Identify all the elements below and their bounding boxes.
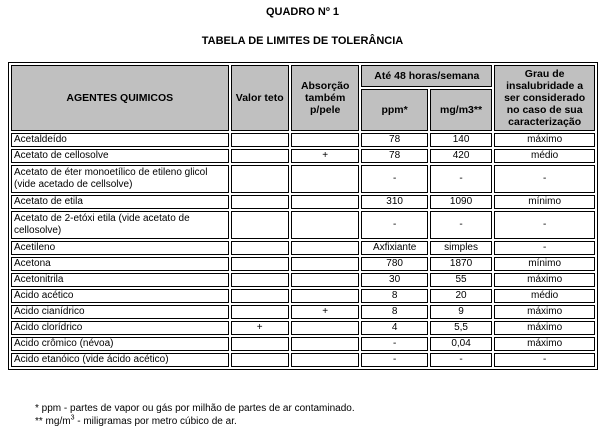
cell-teto xyxy=(231,305,289,319)
header-ate-48-horas: Até 48 horas/semana xyxy=(361,65,492,87)
cell-absorcao xyxy=(291,257,359,271)
tolerance-table xyxy=(8,62,598,370)
cell-ppm: Axfixiante xyxy=(361,241,427,255)
footnote-mg-m3 xyxy=(35,416,237,427)
cell-agente: Ácido acético xyxy=(11,289,229,303)
cell-ppm: 8 xyxy=(361,305,427,319)
cell-ppm: - xyxy=(361,337,427,351)
cell-mg: 55 xyxy=(430,273,492,287)
cell-mg: 5,5 xyxy=(430,321,492,335)
cell-ppm: - xyxy=(361,165,427,193)
cell-absorcao xyxy=(291,195,359,209)
cell-teto xyxy=(231,165,289,193)
header-ppm: ppm* xyxy=(361,89,427,131)
cell-teto xyxy=(231,195,289,209)
cell-absorcao xyxy=(291,337,359,351)
cell-absorcao xyxy=(291,241,359,255)
cell-agente: Ácido clorídrico xyxy=(11,321,229,335)
cell-mg: - xyxy=(430,165,492,193)
cell-agente: Ácido cianídrico xyxy=(11,305,229,319)
cell-grau: mínimo xyxy=(494,257,595,271)
footnote-mg-prefix: ** mg/m xyxy=(35,416,71,427)
table-row xyxy=(11,273,595,287)
cell-mg: 420 xyxy=(430,149,492,163)
cell-grau: máximo xyxy=(494,337,595,351)
cell-teto xyxy=(231,353,289,367)
cell-agente: Acetonitrila xyxy=(11,273,229,287)
cell-agente: Acetato de cellosolve xyxy=(11,149,229,163)
cell-ppm: 30 xyxy=(361,273,427,287)
footnote-ppm: * ppm - partes de vapor ou gás por milhão de partes de ar contaminado. xyxy=(35,403,355,414)
cell-teto: + xyxy=(231,321,289,335)
cell-absorcao: + xyxy=(291,149,359,163)
header-valor-teto: Valor teto xyxy=(231,65,289,131)
cell-agente: Ácido etanóico (vide ácido acético) xyxy=(11,353,229,367)
cell-absorcao xyxy=(291,289,359,303)
table-row xyxy=(11,305,595,319)
cell-grau: máximo xyxy=(494,305,595,319)
cell-absorcao xyxy=(291,321,359,335)
cell-grau: médio xyxy=(494,289,595,303)
cell-agente: Acetileno xyxy=(11,241,229,255)
table-row xyxy=(11,353,595,367)
cell-teto xyxy=(231,241,289,255)
cell-teto xyxy=(231,337,289,351)
cell-teto xyxy=(231,273,289,287)
table-row xyxy=(11,337,595,351)
cell-ppm: - xyxy=(361,353,427,367)
cell-teto xyxy=(231,133,289,147)
cell-absorcao xyxy=(291,273,359,287)
cell-ppm: 310 xyxy=(361,195,427,209)
footnote-mg-suffix: - miligramas por metro cúbico de ar. xyxy=(74,416,237,427)
cell-absorcao xyxy=(291,165,359,193)
cell-ppm: 8 xyxy=(361,289,427,303)
cell-absorcao xyxy=(291,211,359,239)
footnote-mg-superscript: 3 xyxy=(70,414,75,422)
table-row xyxy=(11,257,595,271)
table-title: TABELA DE LIMITES DE TOLERÂNCIA xyxy=(201,35,404,47)
quadro-label: QUADRO Nº 1 xyxy=(265,6,340,18)
cell-mg: 9 xyxy=(430,305,492,319)
cell-grau: - xyxy=(494,211,595,239)
cell-mg: - xyxy=(430,211,492,239)
cell-grau: - xyxy=(494,165,595,193)
cell-absorcao xyxy=(291,353,359,367)
cell-teto xyxy=(231,149,289,163)
header-agentes: AGENTES QUIMICOS xyxy=(11,65,229,131)
cell-agente: Acetato de éter monoetílico de etileno glicol (vide acetado de cellsolve) xyxy=(11,165,229,193)
cell-agente: Acetona xyxy=(11,257,229,271)
table-row xyxy=(11,321,595,335)
header-mg-m3: mg/m3** xyxy=(430,89,492,131)
cell-grau: máximo xyxy=(494,133,595,147)
cell-mg: 140 xyxy=(430,133,492,147)
cell-mg: - xyxy=(430,353,492,367)
cell-mg: simples xyxy=(430,241,492,255)
cell-grau: mínimo xyxy=(494,195,595,209)
cell-agente: Ácido crômico (névoa) xyxy=(11,337,229,351)
cell-ppm: 4 xyxy=(361,321,427,335)
cell-teto xyxy=(231,211,289,239)
cell-agente: Acetato de 2-etóxi etila (vide acetato de cellosolve) xyxy=(11,211,229,239)
cell-mg: 1090 xyxy=(430,195,492,209)
cell-grau: - xyxy=(494,353,595,367)
header-grau: Grau de insalubridade a ser considerado no caso de sua caracterização xyxy=(494,65,595,131)
cell-grau: máximo xyxy=(494,321,595,335)
cell-ppm: 78 xyxy=(361,149,427,163)
table-row xyxy=(11,133,595,147)
cell-mg: 1870 xyxy=(430,257,492,271)
cell-absorcao xyxy=(291,133,359,147)
table-row xyxy=(11,289,595,303)
cell-teto xyxy=(231,257,289,271)
table-row xyxy=(11,241,595,255)
cell-ppm: 78 xyxy=(361,133,427,147)
cell-mg: 20 xyxy=(430,289,492,303)
header-absorcao: Absorção também p/pele xyxy=(291,65,359,131)
cell-ppm: 780 xyxy=(361,257,427,271)
cell-mg: 0,04 xyxy=(430,337,492,351)
cell-grau: - xyxy=(494,241,595,255)
cell-absorcao: + xyxy=(291,305,359,319)
table-row xyxy=(11,195,595,209)
table-row xyxy=(11,211,595,239)
cell-grau: médio xyxy=(494,149,595,163)
cell-teto xyxy=(231,289,289,303)
table-row xyxy=(11,149,595,163)
cell-grau: máximo xyxy=(494,273,595,287)
table-row xyxy=(11,165,595,193)
cell-agente: Acetaldeído xyxy=(11,133,229,147)
cell-agente: Acetato de etila xyxy=(11,195,229,209)
cell-ppm: - xyxy=(361,211,427,239)
